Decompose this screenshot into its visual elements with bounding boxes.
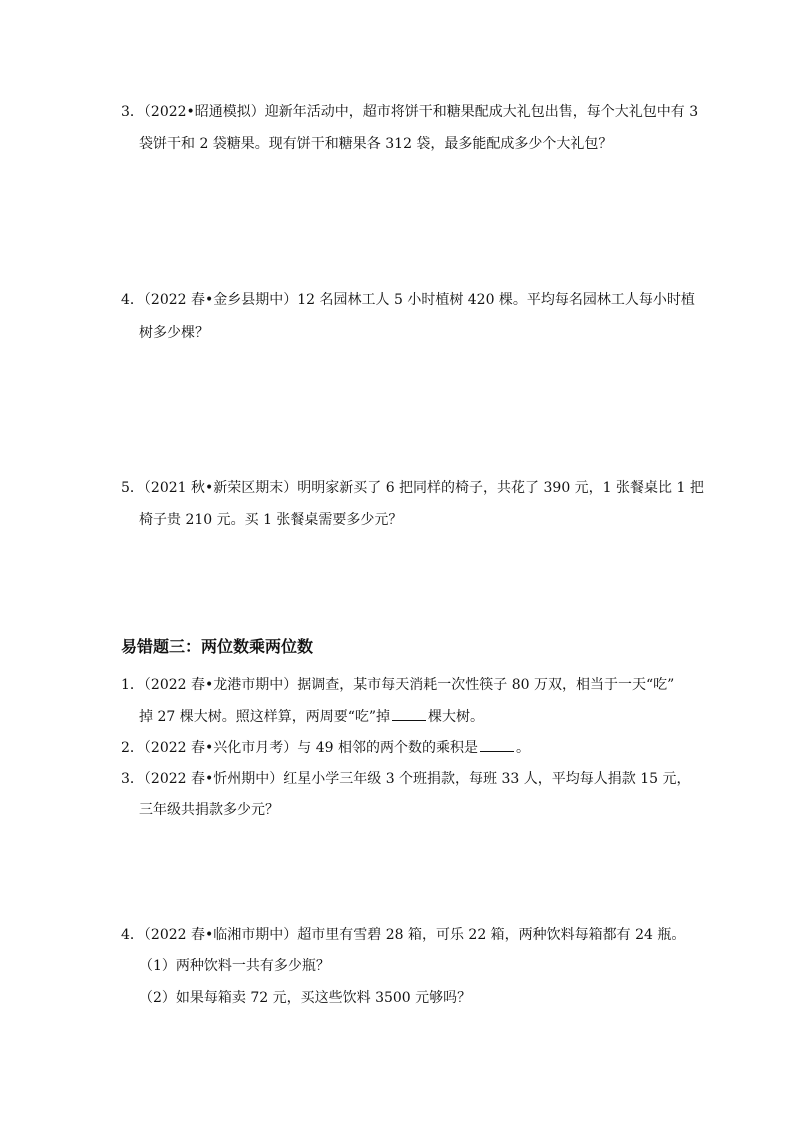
s3-q1-line2-after: 棵大树。: [428, 709, 485, 725]
s3-q1-line2: [139, 708, 484, 725]
s3-q1-line1: 1．（2022 春•龙港市期中）据调查，某市每天消耗一次性筷子 80 万双，相当于一天“吃”: [121, 677, 675, 693]
s3-q2-after: 。: [515, 740, 530, 756]
answer-blank[interactable]: [480, 739, 514, 752]
s3-q2-before: 2．（2022 春•兴化市月考）与 49 相邻的两个数的乘积是: [121, 740, 478, 756]
s3-q3-line1: 3．（2022 春•忻州期中）红星小学三年级 3 个班捐款，每班 33 人，平均每人捐款 15 元，: [121, 771, 691, 787]
section-heading: 易错题三：两位数乘两位数: [121, 637, 314, 656]
q3-line1: 3．（2022•昭通模拟）迎新年活动中，超市将饼干和糖果配成大礼包出售，每个大礼包中有 3: [121, 104, 699, 120]
q3-line2: 袋饼干和 2 袋糖果。现有饼干和糖果各 312 袋，最多能配成多少个大礼包？: [139, 136, 613, 152]
answer-blank[interactable]: [392, 708, 426, 721]
s3-q4-sub2: （2）如果每箱卖 72 元，买这些饮料 3500 元够吗？: [139, 990, 472, 1006]
q5-line2: 椅子贵 210 元。买 1 张餐桌需要多少元？: [139, 512, 403, 528]
s3-q4-sub1: （1）两种饮料一共有多少瓶？: [139, 958, 330, 974]
s3-q3-line2: 三年级共捐款多少元？: [139, 802, 279, 818]
s3-q1-line2-before: 掉 27 棵大树。照这样算，两周要“吃”掉: [139, 709, 391, 725]
s3-q4-line1: 4．（2022 春•临湘市期中）超市里有雪碧 28 箱，可乐 22 箱，两种饮料每箱都有 24 瓶。: [121, 927, 686, 943]
s3-q2-line: [121, 739, 530, 756]
q5-line1: 5．（2021 秋•新荣区期末）明明家新买了 6 把同样的椅子，共花了 390 元，1 张餐桌比 1 把: [121, 480, 704, 496]
q4-line1: 4．（2022 春•金乡县期中）12 名园林工人 5 小时植树 420 棵。平均每名园林工人每小时植: [121, 292, 695, 308]
q4-line2: 树多少棵？: [139, 325, 209, 341]
